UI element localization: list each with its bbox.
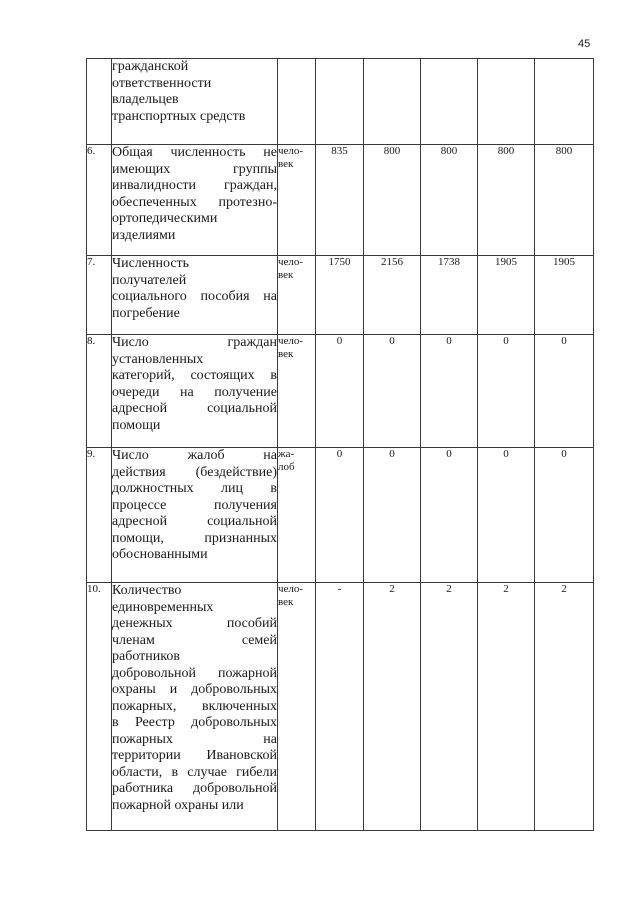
value-cell [478,59,535,145]
description-line: транспортных средств [112,108,246,124]
unit-line: лоб [278,461,295,473]
value-cell: 0 [478,448,535,583]
row-number: 9. [87,448,112,583]
value-cell: 800 [364,145,421,256]
value-cell: 2 [478,583,535,831]
table-row [87,335,594,448]
unit-of-measure [278,256,316,335]
value-cell: 2 [535,583,594,831]
table-row [87,145,594,256]
indicator-description [112,448,278,583]
table-row [87,583,594,831]
description-line: пожарной охраны или [112,797,244,813]
description-line: обеспеченных протезно- [112,194,277,210]
value-cell: 0 [535,448,594,583]
unit-of-measure [278,335,316,448]
description-line: денежных пособий [112,616,277,631]
indicator-description [112,59,278,145]
row-number: 10. [87,583,112,831]
indicator-description [112,256,278,335]
value-cell: 0 [478,335,535,448]
value-cell: 0 [421,448,478,583]
value-cell: 1905 [478,256,535,335]
value-cell [316,59,364,145]
value-cell: 2 [364,583,421,831]
table-row [87,256,594,335]
description-line: пожарных, включенных [112,698,277,714]
description-line: работников [112,649,180,664]
unit-of-measure [278,145,316,256]
description-line: категорий, состоящих в [112,368,277,383]
row-number: 6. [87,145,112,256]
unit-line: век [278,596,294,608]
description-line: единовременных [112,599,214,615]
description-line: процессе получения [112,497,277,513]
description-line: очереди на получение [112,384,277,400]
unit-line: век [278,158,294,170]
value-cell: 0 [421,335,478,448]
value-cell: 1738 [421,256,478,335]
description-line: погребение [112,305,180,321]
description-line: имеющих группы [112,161,277,177]
description-line: адресной социальной [112,514,277,529]
row-number: 7. [87,256,112,335]
value-cell: 800 [478,145,535,256]
description-line: ответственности [112,75,212,91]
value-cell [421,59,478,145]
table-row [87,448,594,583]
description-line: ортопедическими [112,211,218,226]
value-cell: 800 [421,145,478,256]
description-line: обоснованными [112,547,208,562]
description-line: помощи, признанных [112,530,277,546]
description-line: Численность [112,256,190,271]
indicator-description [112,145,278,256]
description-line: инвалидности граждан, [112,178,277,193]
description-line: в Реестр добровольных [112,715,277,730]
unit-line: чело- [278,335,304,347]
description-line: территории Ивановской [112,748,277,763]
value-cell: - [316,583,364,831]
indicators-table [86,58,594,831]
description-line: Общая численность не [112,145,277,160]
unit-line: жа- [278,448,295,460]
row-number [87,59,112,145]
value-cell: 0 [316,335,364,448]
description-line: адресной социальной [112,401,277,416]
description-line: работника добровольной [112,781,277,796]
description-line: установленных [112,351,204,367]
description-line: гражданской [112,59,189,74]
unit-line: век [278,348,294,360]
unit-line: век [278,269,294,281]
description-line: действия (бездействие) [112,464,277,480]
value-cell: 800 [535,145,594,256]
value-cell: 1905 [535,256,594,335]
description-line: добровольной пожарной [112,665,277,681]
unit-of-measure [278,59,316,145]
unit-line: чело- [278,145,304,157]
description-line: получателей [112,272,187,288]
unit-line: чело- [278,583,304,595]
description-line: членам семей [112,632,277,648]
description-line: должностных лиц в [112,481,277,496]
value-cell: 0 [364,448,421,583]
description-line: Число жалоб на [112,448,277,463]
unit-of-measure [278,448,316,583]
description-line: Количество [112,583,182,598]
indicator-description [112,583,278,831]
value-cell [535,59,594,145]
description-line: Число граждан [112,335,277,350]
description-line: владельцев [112,92,179,107]
page-number: 45 [578,38,591,50]
value-cell: 2 [421,583,478,831]
value-cell: 1750 [316,256,364,335]
value-cell: 0 [364,335,421,448]
value-cell: 0 [535,335,594,448]
description-line: помощи [112,417,161,433]
unit-line: чело- [278,256,304,268]
value-cell: 0 [316,448,364,583]
value-cell: 835 [316,145,364,256]
value-cell: 2156 [364,256,421,335]
unit-of-measure [278,583,316,831]
value-cell [364,59,421,145]
description-line: социального пособия на [112,289,277,304]
description-line: охраны и добровольных [112,682,277,697]
description-line: изделиями [112,227,176,243]
description-line: пожарных на [112,731,277,747]
description-line: области, в случае гибели [112,764,277,780]
table-row [87,59,594,145]
row-number: 8. [87,335,112,448]
indicator-description [112,335,278,448]
